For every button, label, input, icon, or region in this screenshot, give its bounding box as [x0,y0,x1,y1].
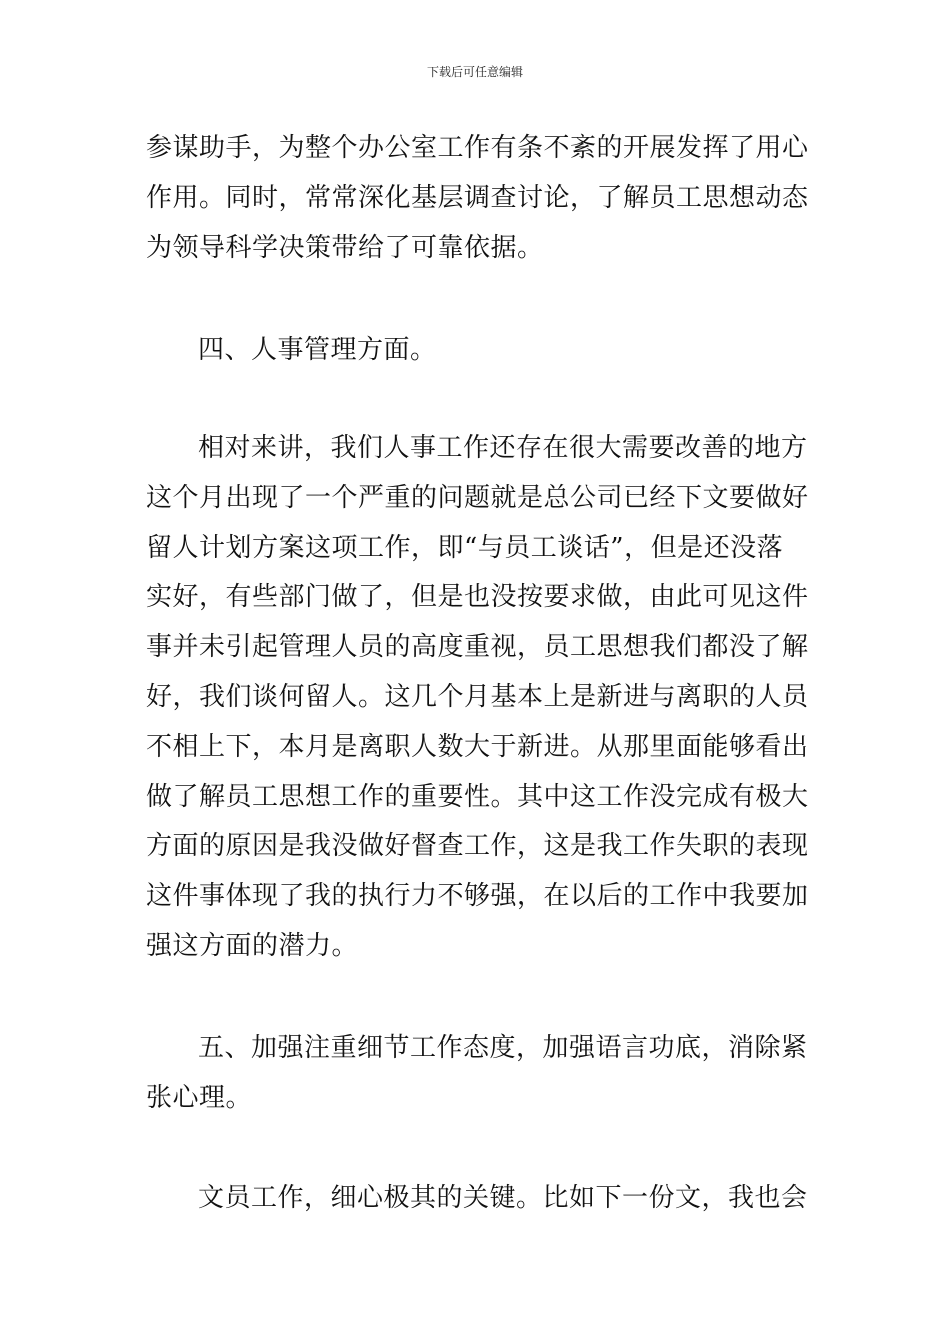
text-line: 这件事体现了我的执行力不够强，在以后的工作中我要加 [146,881,809,911]
text-line: 方面的原因是我没做好督查工作，这是我工作失职的表现 [146,831,809,861]
text-line: 张心理。 [146,1083,253,1113]
text-line: 不相上下，本月是离职人数大于新进。从那里面能够看出 [146,732,809,762]
text-line: 为领导科学决策带给了可靠依据。 [146,233,544,263]
text-line: 事并未引起管理人员的高度重视，员工思想我们都没了解 [146,632,809,662]
text-line: 强这方面的潜力。 [146,931,359,961]
text-line: 好，我们谈何留人。这几个月基本上是新进与离职的人员 [146,682,809,712]
text-line: 留人计划方案这项工作，即“与员工谈话”，但是还没落 [146,533,784,563]
section-heading: 五、加强注重细节工作态度，加强语言功底，消除紧 [198,1033,808,1063]
page-header: 下载后可任意编辑 [426,65,523,79]
text-line: 参谋助手，为整个办公室工作有条不紊的开展发挥了用心 [146,133,809,163]
text-line: 文员工作，细心极其的关键。比如下一份文，我也会 [198,1183,808,1213]
text-line: 做了解员工思想工作的重要性。其中这工作没完成有极大 [146,782,809,812]
section-heading: 四、人事管理方面。 [198,335,437,365]
text-line: 作用。同时，常常深化基层调查讨论，了解员工思想动态 [146,183,809,213]
text-line: 这个月出现了一个严重的问题就是总公司已经下文要做好 [146,483,809,513]
text-line: 实好，有些部门做了，但是也没按要求做，由此可见这件 [146,582,809,612]
text-line: 相对来讲，我们人事工作还存在很大需要改善的地方 [198,433,808,463]
